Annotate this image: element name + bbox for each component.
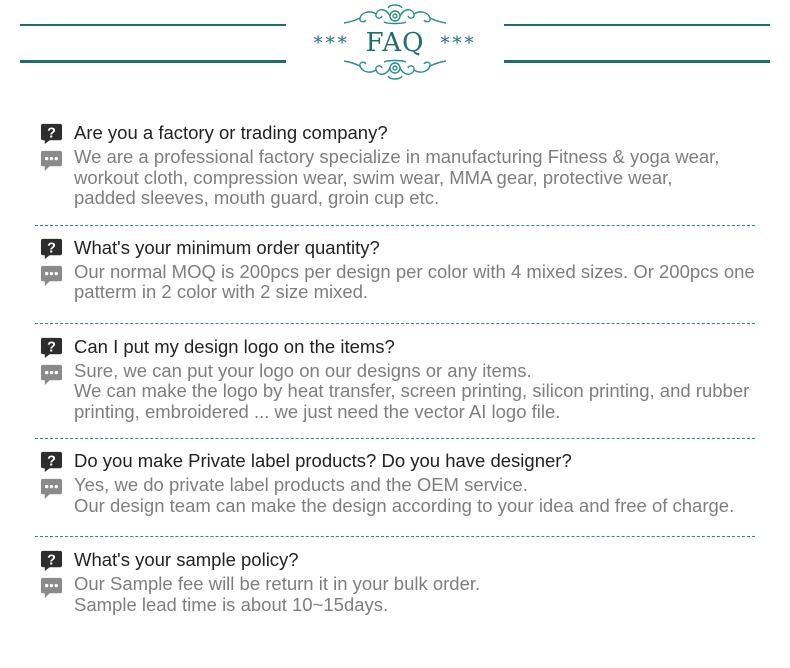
faq-header (0, 0, 790, 90)
answer-text (74, 147, 719, 209)
answer-line: We can make the logo by heat transfer, screen printing, silicon printing, and rubber (74, 380, 750, 401)
answer-bubble-icon (40, 576, 63, 599)
faq-list (40, 121, 785, 615)
question-row (40, 548, 785, 574)
svg-text:?: ? (47, 338, 56, 355)
answer-line: Our normal MOQ is 200pcs per design per color with 4 mixed sizes. Or 200pcs one (74, 260, 755, 282)
question-row (40, 236, 785, 262)
question-bubble-icon (40, 450, 63, 473)
question-row (40, 335, 785, 361)
svg-text:?: ? (47, 125, 56, 142)
faq-item (40, 548, 785, 615)
question-bubble-icon (40, 549, 63, 572)
question-text: Can I put my design logo on the items? (74, 335, 395, 357)
divider (35, 536, 755, 537)
answer-bubble-icon (40, 363, 63, 386)
question-bubble-icon (40, 122, 63, 145)
header-stars-right: *** (440, 32, 477, 54)
answer-line: patterm in 2 color with 2 size mixed. (74, 281, 369, 302)
answer-text (74, 361, 749, 423)
answer-row (40, 574, 785, 615)
ornament-bottom-icon (340, 58, 450, 82)
faq-item (40, 121, 785, 209)
divider (35, 225, 755, 226)
question-bubble-icon (40, 237, 63, 260)
question-text: What's your minimum order quantity? (74, 236, 380, 258)
question-text: Are you a factory or trading company? (74, 122, 388, 143)
ornament-top-icon (340, 2, 450, 26)
question-bubble-icon (40, 336, 63, 359)
answer-row (40, 262, 785, 303)
answer-row (40, 361, 785, 423)
svg-text:?: ? (47, 453, 56, 470)
answer-line: We are a professional factory specialize in manufacturing Fitness & yoga wear, (74, 146, 720, 167)
answer-line: Sure, we can put your logo on our designs or any items. (74, 359, 532, 381)
answer-bubble-icon (40, 149, 63, 172)
faq-item (40, 335, 785, 423)
answer-line: Sample lead time is about 10~15days. (74, 593, 389, 615)
header-title (286, 26, 504, 60)
divider (35, 323, 755, 324)
divider (35, 438, 755, 439)
page-title: FAQ (365, 28, 425, 58)
question-text: Do you make Private label products? Do you have designer? (74, 450, 572, 471)
answer-bubble-icon (40, 477, 63, 500)
answer-line: Our design team can make the design according to your idea and free of charge. (74, 494, 735, 516)
svg-text:?: ? (47, 552, 56, 569)
question-text: What's your sample policy? (74, 549, 299, 570)
answer-row (40, 475, 785, 516)
answer-text (74, 574, 480, 615)
question-row (40, 449, 785, 475)
question-row (40, 121, 785, 147)
answer-text (74, 262, 755, 303)
answer-row (40, 147, 785, 209)
answer-bubble-icon (40, 264, 63, 287)
answer-line: Yes, we do private label products and the OEM service. (74, 474, 528, 495)
answer-text (74, 475, 734, 516)
faq-item (40, 236, 785, 303)
answer-line: Our Sample fee will be return it in your bulk order. (74, 573, 481, 594)
svg-text:?: ? (47, 239, 56, 256)
answer-line: padded sleeves, mouth guard, groin cup etc. (74, 187, 440, 208)
answer-line: printing, embroidered ... we just need the vector AI logo file. (74, 400, 561, 422)
faq-item (40, 449, 785, 516)
header-stars-left: *** (313, 32, 350, 54)
answer-line: workout cloth, compression wear, swim wear, MMA gear, protective wear, (74, 166, 673, 188)
